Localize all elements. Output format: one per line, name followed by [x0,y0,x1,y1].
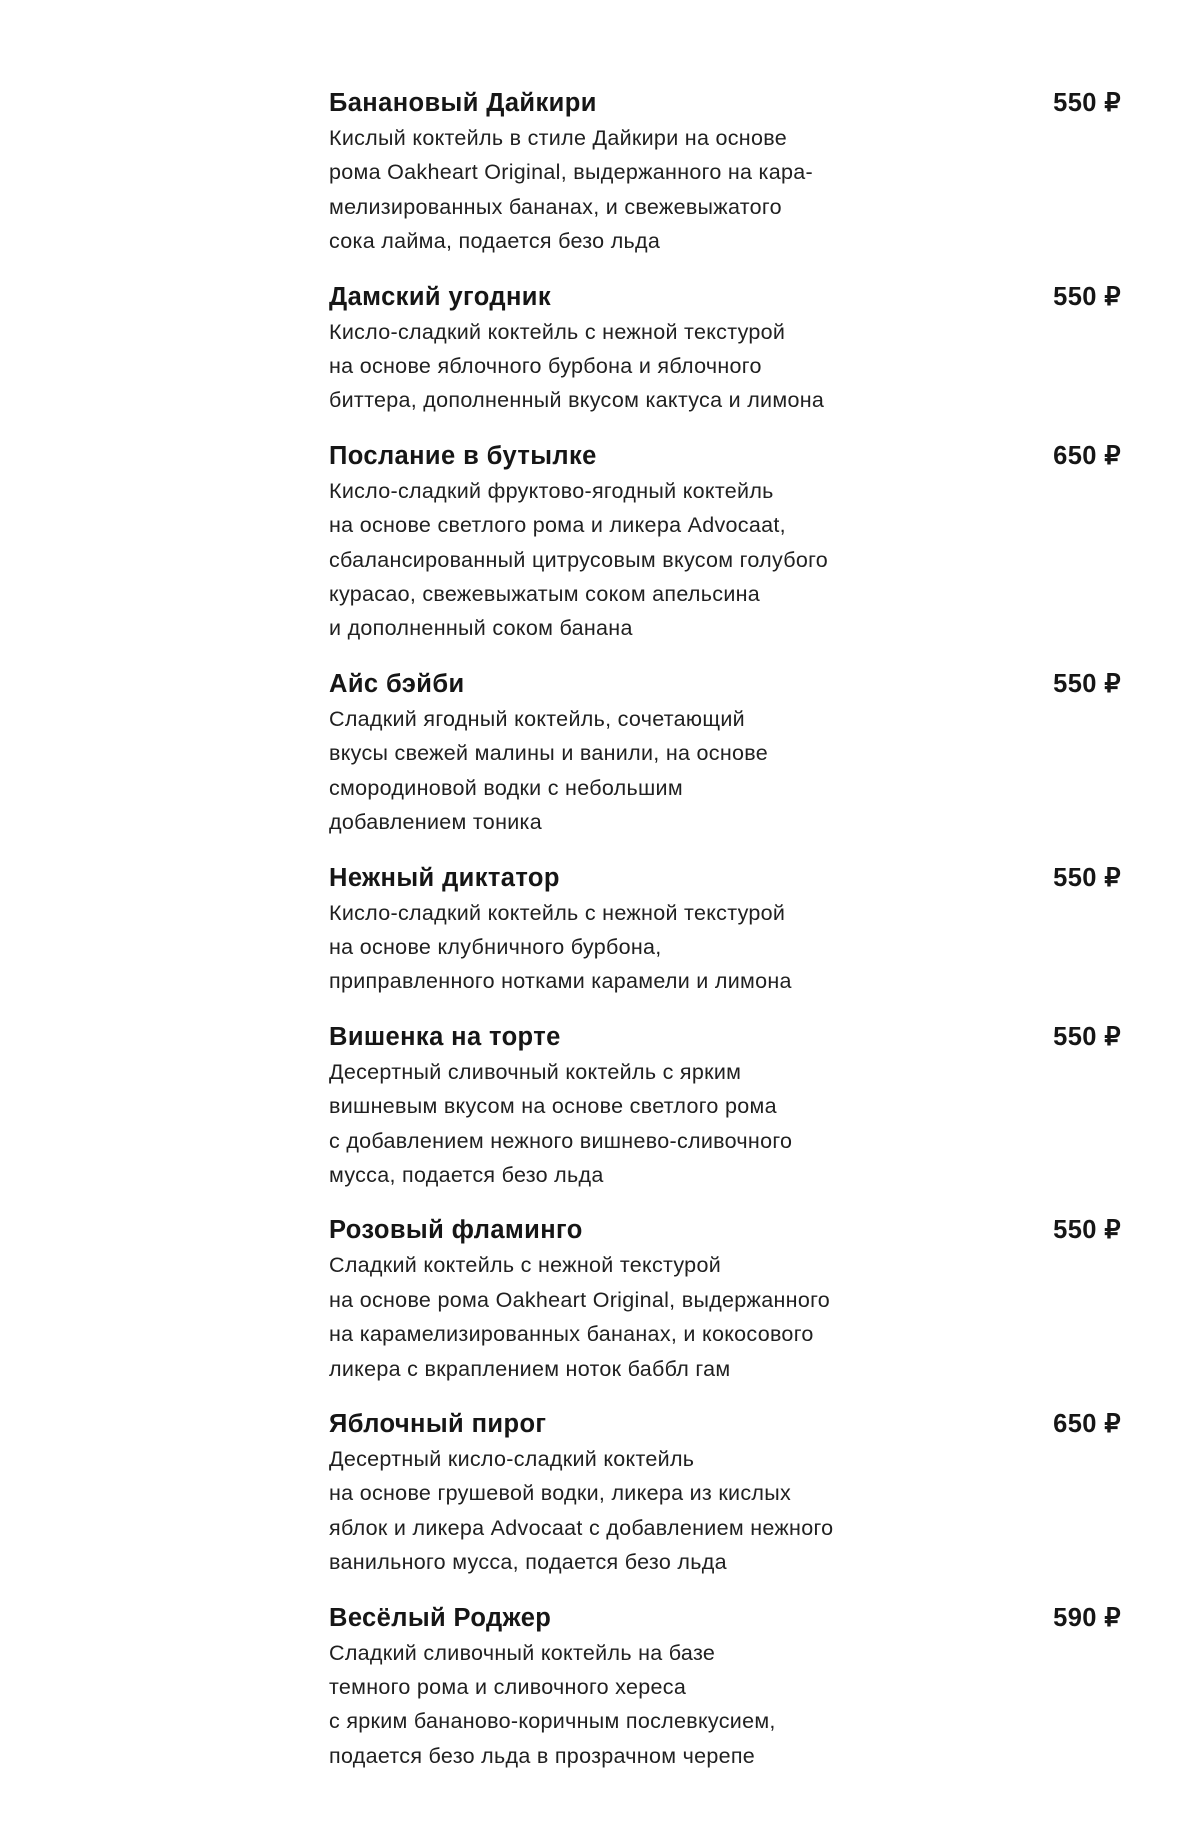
description-line: с добавлением нежного вишнево-сливочного [329,1128,793,1153]
description-line: сбалансированный цитрусовым вкусом голубого [329,547,829,572]
description-line: на основе яблочного бурбона и яблочного [329,354,762,379]
menu-item-description [329,1636,1121,1774]
menu-item-price: 590 ₽ [1053,1603,1121,1632]
menu-item-header [329,439,1121,473]
menu-item-title: Весёлый Роджер [329,1603,552,1632]
menu-item-price: 650 ₽ [1053,1409,1121,1438]
description-line: Сладкий ягодный коктейль, сочетающий [329,706,745,731]
description-line: яблок и ликера Advocaat с добавлением нежного [329,1515,834,1540]
menu-item-title: Банановый Дайкири [329,89,597,117]
menu-item-description [329,702,1121,840]
description-line: Кислый коктейль в стиле Дайкири на основе [329,126,787,150]
description-line: на основе рома Oakheart Original, выдержанного [329,1287,831,1312]
menu-item-header [329,1213,1121,1247]
menu-item-price: 550 ₽ [1053,89,1121,117]
menu-item-description [329,896,1121,999]
cocktail-menu [329,86,1121,1794]
description-line: на карамелизированных бананах, и кокосового [329,1322,814,1347]
menu-item [329,1407,1121,1580]
menu-item [329,1601,1121,1774]
description-line: смородиновой водки с небольшим [329,775,683,800]
menu-item-price: 550 ₽ [1053,282,1121,311]
menu-item [329,667,1121,840]
menu-item [329,86,1121,259]
description-line: приправленного нотками карамели и лимона [329,969,792,994]
menu-item-header [329,1601,1121,1635]
menu-item-description [329,1442,1121,1580]
description-line: на основе грушевой водки, ликера из кислых [329,1481,792,1506]
description-line: вишневым вкусом на основе светлого рома [329,1094,777,1119]
menu-item-description [329,315,1121,418]
description-line: и дополненный соком банана [329,616,633,641]
description-line: Сладкий сливочный коктейль на базе [329,1640,716,1665]
menu-item-header [329,280,1121,314]
menu-item [329,280,1121,418]
menu-item [329,861,1121,999]
menu-item-description [329,474,1121,646]
description-line: Кисло-сладкий фруктово-ягодный коктейль [329,478,774,503]
menu-item [329,1213,1121,1386]
menu-item-description [329,1248,1121,1386]
menu-item-title: Айс бэйби [329,669,465,698]
menu-item-description [329,1055,1121,1193]
description-line: на основе клубничного бурбона, [329,934,662,959]
menu-item-title: Послание в бутылке [329,441,597,470]
menu-item-header [329,861,1121,895]
description-line: мелизированных бананах, и свежевыжатого [329,194,782,219]
description-line: Десертный кисло-сладкий коктейль [329,1446,695,1471]
menu-item-price: 550 ₽ [1053,863,1121,892]
description-line: биттера, дополненный вкусом кактуса и лимона [329,388,825,413]
description-line: вкусы свежей малины и ванили, на основе [329,741,769,766]
menu-item [329,439,1121,646]
description-line: рома Oakheart Original, выдержанного на кара- [329,160,813,185]
menu-item-title: Нежный диктатор [329,863,560,892]
description-line: Десертный сливочный коктейль с ярким [329,1059,742,1084]
description-line: ликера с вкраплением ноток баббл гам [329,1356,731,1381]
description-line: сока лайма, подается безо льда [329,229,661,254]
menu-item-title: Вишенка на торте [329,1022,561,1051]
description-line: Сладкий коктейль с нежной текстурой [329,1253,722,1278]
menu-item-title: Розовый фламинго [329,1216,583,1245]
menu-item-title: Дамский угодник [329,282,551,311]
menu-item-header [329,1020,1121,1054]
menu-item-price: 550 ₽ [1053,1216,1121,1245]
menu-item-header [329,667,1121,701]
menu-item-description [329,121,1121,259]
menu-item-title: Яблочный пирог [329,1409,547,1438]
menu-item-price: 550 ₽ [1053,1022,1121,1051]
description-line: с ярким бананово-коричным послевкусием, [329,1709,776,1734]
description-line: добавлением тоника [329,810,542,835]
description-line: курасао, свежевыжатым соком апельсина [329,582,761,607]
description-line: подается безо льда в прозрачном черепе [329,1743,756,1768]
menu-item-header [329,86,1121,120]
description-line: темного рома и сливочного хереса [329,1675,687,1699]
menu-item-header [329,1407,1121,1441]
description-line: Кисло-сладкий коктейль с нежной текстурой [329,319,786,344]
menu-item-price: 650 ₽ [1053,441,1121,470]
description-line: на основе светлого рома и ликера Advocaat, [329,513,786,538]
menu-item [329,1020,1121,1193]
description-line: мусса, подается безо льда [329,1162,604,1187]
menu-item-price: 550 ₽ [1053,669,1121,698]
description-line: Кисло-сладкий коктейль с нежной текстурой [329,900,786,925]
description-line: ванильного мусса, подается безо льда [329,1550,727,1575]
